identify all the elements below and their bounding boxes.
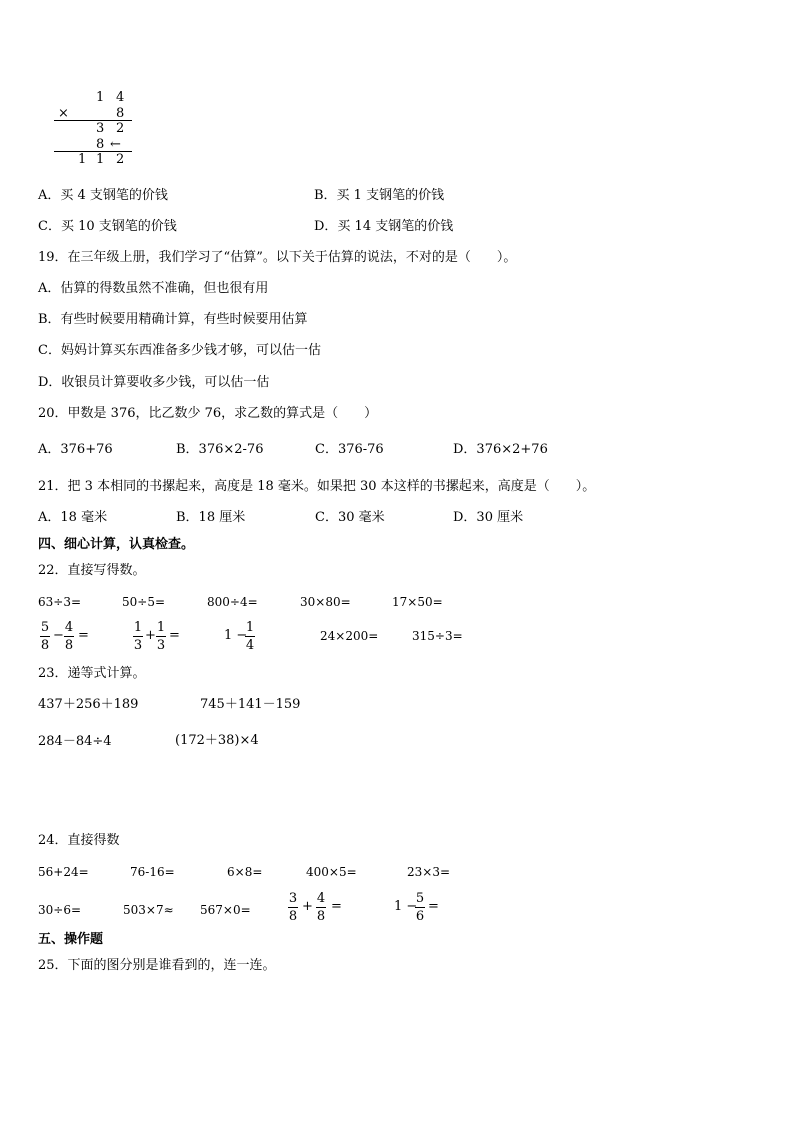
problem: 567×0=: [200, 903, 251, 917]
q21-stem: 21．把 3 本相同的书摞起来，高度是 18 毫米。如果把 30 本这样的书摞起来，高度是（ ）。: [38, 479, 596, 494]
digit: 8: [116, 106, 125, 121]
digit: 1: [96, 90, 105, 105]
q19-option-d: D．收银员计算要收多少钱，可以估一估: [38, 375, 270, 390]
numerator: 1: [156, 620, 166, 635]
expression: 284－84÷4: [38, 734, 112, 749]
q21-option-b: B．18 厘米: [176, 510, 246, 525]
fraction: [40, 620, 50, 653]
q22-stem: 22．直接写得数。: [38, 563, 146, 578]
problem: 24×200=: [320, 629, 379, 643]
numerator: 4: [64, 620, 74, 635]
q21-option-d: D．30 厘米: [453, 510, 524, 525]
q21-option-c: C．30 毫米: [315, 510, 385, 525]
whole-number: 1 −: [224, 628, 248, 643]
fraction: [64, 620, 74, 653]
problem: 503×7≈: [123, 903, 174, 917]
q21-option-a: A．18 毫米: [38, 510, 108, 525]
q18-option-d: D．买 14 支钢笔的价钱: [314, 219, 454, 234]
fraction: [415, 891, 425, 924]
q20-option-d: D．376×2+76: [453, 442, 548, 457]
q24-stem: 24．直接得数: [38, 833, 120, 848]
digit: 1: [96, 152, 105, 167]
q19-option-a: A．估算的得数虽然不准确，但也很有用: [38, 281, 269, 296]
q18-option-b: B．买 1 支钢笔的价钱: [314, 188, 445, 203]
numerator: 4: [316, 891, 326, 906]
denominator: 6: [415, 909, 425, 924]
problem: 30×80=: [300, 595, 351, 609]
equals-sign: =: [78, 628, 89, 643]
problem: 6×8=: [227, 865, 263, 879]
whole-number: 1 −: [394, 899, 418, 914]
problem: 23×3=: [407, 865, 451, 879]
fraction: [288, 891, 298, 924]
q18-option-c: C．买 10 支钢笔的价钱: [38, 219, 177, 234]
numerator: 5: [415, 891, 425, 906]
q19-option-c: C．妈妈计算买东西准备多少钱才够，可以估一估: [38, 343, 321, 358]
operator: −: [53, 628, 64, 643]
q20-option-a: A．376+76: [38, 442, 113, 457]
q18-option-a: A．买 4 支钢笔的价钱: [38, 188, 168, 203]
numerator: 3: [288, 891, 298, 906]
problem: 63÷3=: [38, 595, 82, 609]
operator: +: [302, 899, 313, 914]
expression: 437＋256＋189: [38, 697, 139, 712]
fraction: [133, 620, 143, 653]
fraction: [156, 620, 166, 653]
q19-option-b: B．有些时候要用精确计算，有些时候要用估算: [38, 312, 308, 327]
problem: 400×5=: [306, 865, 357, 879]
problem: 315÷3=: [412, 629, 463, 643]
denominator: 3: [156, 638, 166, 653]
section-heading: 四、细心计算，认真检查。: [38, 537, 195, 552]
q19-stem: 19．在三年级上册，我们学习了“估算”。以下关于估算的说法，不对的是（ ）。: [38, 250, 517, 265]
equals-sign: =: [169, 628, 180, 643]
q20-option-b: B．376×2-76: [176, 442, 264, 457]
expression: 745＋141－159: [200, 697, 301, 712]
equals-sign: =: [428, 899, 439, 914]
digit: 1: [78, 152, 87, 167]
q20-option-c: C．376-76: [315, 442, 384, 457]
q20-stem: 20．甲数是 376，比乙数少 76，求乙数的算式是（ ）: [38, 406, 378, 421]
numerator: 1: [133, 620, 143, 635]
fraction: [245, 620, 255, 653]
problem: 50÷5=: [122, 595, 166, 609]
denominator: 8: [40, 638, 50, 653]
digit: 4: [116, 90, 125, 105]
section-heading: 五、操作题: [38, 932, 104, 947]
digit: 2: [116, 121, 125, 136]
problem: 30÷6=: [38, 903, 82, 917]
expression: (172＋38)×4: [175, 733, 259, 748]
denominator: 8: [288, 909, 298, 924]
times-sign: ×: [58, 106, 69, 121]
numerator: 1: [245, 620, 255, 635]
left-arrow-icon: ←: [110, 137, 121, 152]
denominator: 4: [245, 638, 255, 653]
denominator: 3: [133, 638, 143, 653]
digit: 3: [96, 121, 105, 136]
q25-stem: 25．下面的图分别是谁看到的，连一连。: [38, 958, 276, 973]
problem: 56+24=: [38, 865, 89, 879]
problem: 17×50=: [392, 595, 443, 609]
denominator: 8: [316, 909, 326, 924]
fraction: [316, 891, 326, 924]
equals-sign: =: [331, 899, 342, 914]
problem: 76-16=: [130, 865, 175, 879]
digit: 8: [96, 137, 105, 152]
operator: +: [145, 628, 156, 643]
digit: 2: [116, 152, 125, 167]
denominator: 8: [64, 638, 74, 653]
q23-stem: 23．递等式计算。: [38, 666, 146, 681]
numerator: 5: [40, 620, 50, 635]
problem: 800÷4=: [207, 595, 258, 609]
